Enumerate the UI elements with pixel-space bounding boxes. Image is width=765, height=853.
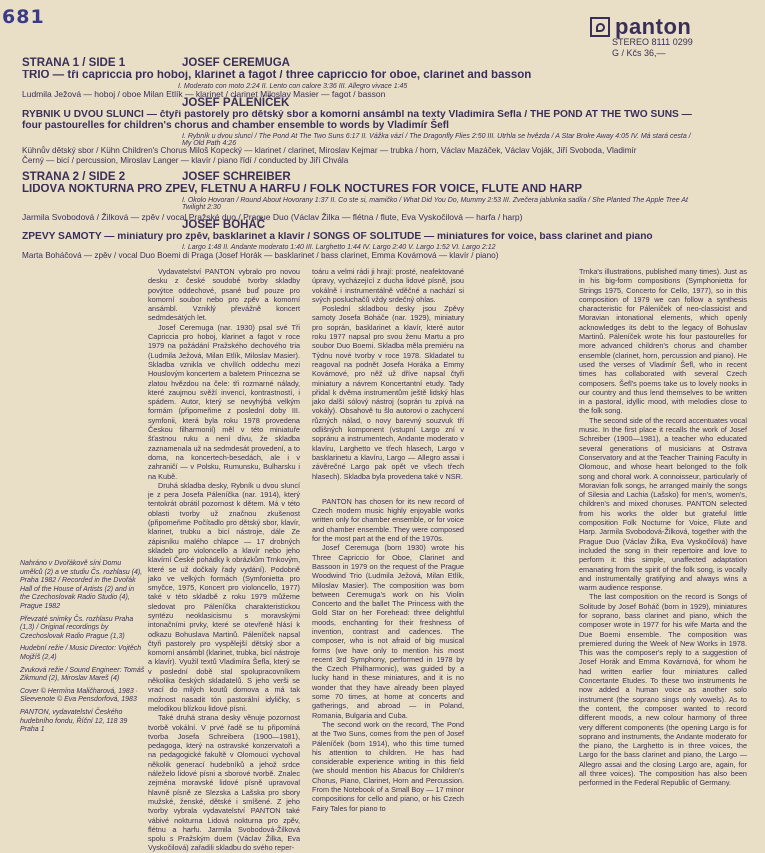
side1-work2b: four pastourelles for children's chorus and chamber ensemble to words by Vladimír Šefl: [22, 120, 450, 131]
side1-work1: TRIO — tři capriccia pro hoboj, klarinet a fagot / three capriccio for oboe, clarinet and basson: [22, 70, 532, 80]
price: G / Kčs 36,—: [612, 48, 666, 58]
side2-composer1: JOSEF SCHREIBER: [182, 171, 291, 183]
side1-composer1: JOSEF CEREMUGA: [182, 57, 290, 69]
english-notes-column: [579, 267, 747, 788]
side2-movements1a: I. Okolo Hovoran / Round About Hovorany 1:37 II. Co ste si, mamičko / What Did You Do, Mummy 2:53 III. Zvečera jablunka sadila / She Planted The Apple Tree At: [182, 197, 688, 204]
side1-performers2a: Kühnův dětský sbor / Kühn Children's Chorus Miloš Kopecký — klarinet / clarinet, Miroslav Kejmar — trubka / horn, Václav Mazáček, Václav Voják, Jiří Svoboda, Vladimír: [22, 146, 637, 155]
side1-composer2: JOSEF PÁLENÍČEK: [182, 97, 290, 109]
mixed-notes-column: [312, 267, 464, 813]
english-paragraph: The last composition on the record is Songs of Solitude by Josef Boháč (born in 1929), miniatures for soprano, bass clarinet and piano, which the composer wrote in 1977 for his wife Marta and the Due Boemi ensemble. The composition was premiered during the Week of New Works in 1978. This was the composer's reply to a suggestion of Josef Horák and Emma Kovárnová, for whom he had written earlier four miniatures called Concertante Etudes. To these two instruments he now added a human voice as another solo instrument (the soprano sings only vowels). As to the content, the composer wanted to record different moods, a new colour harmony of three very different components (the opening Largo is for soprano and instruments, the Andante moderato for the piano, the Larghetto is in three voices, the Largo for the bass clarinet and piano, the Largo — Allegro assai and the closing Largo are, again, for all three voices). The composition has also been performed in the Federal Republic of Germany.: [579, 592, 747, 788]
side2-work2: ZPĚVY SAMOTY — miniatury pro zpěv, basklarinet a klavír / SONGS OF SOLITUDE — miniatures for voice, bass clarinet and piano: [22, 232, 653, 242]
side2-performers2a: Marta Boháčová — zpěv / vocal Duo Boemi di Praga (Josef Horák — basklarinet / bass clarinet, Emma Kovárnová — klavír / piano): [22, 251, 499, 260]
czech-paragraph: Vydavatelství PANTON vybralo pro novou desku z české soudobé tvorby skladby povýtce oddechové, psané buď pouze pro komorní soubor nebo pro zpěv a komorní ansámbl. Vzniklý převážně koncert sedmdesátých let.: [148, 267, 300, 323]
side2-label: STRANA 2 / SIDE 2: [22, 171, 126, 183]
czech-paragraph: Josef Ceremuga (nar. 1930) psal své Tři Capriccia pro hoboj, klarinet a fagot v roce 1979 na požádání Pražského dechového tria (Ludmila Ježová, Milan Etlík, Miloslav Masier). Skladba vznikla ve chvílích oddechu mezi Houslovým koncertem a baletem Princezna se zlatou hvězdou na čele: tři rozmarné náladу, které zaujmou svěží invencí, kontrastností, i spádem. Autor, který se nevyhýbá velkým formám (připomeňme z poslední doby III. symfonii, která byla roku 1978 provedena Českou filharmonií) měl v této miniatuře šťastnou ruku a není divu, že skladba zaznamenala už na sedmdesát provedení, a to doma, na koncertech-besedách, ale i v zahraničí — v Polsku, Rumunsku, Bulharsku i na Kubě.: [148, 322, 300, 481]
english-paragraph: The second work on the record, The Pond at the Two Suns, comes from the pen of Josef Páleníček (born 1914), who this time turned his attention to children. He has had considerable experience writing in this field (we should mention his Abacus for Children's Chorus, Piano, Clarinet, Horn and Percussion. From the Notebook of a Small Boy — 17 minor compositions for cello and piano, or his Czech Fairy Tales for piano to: [312, 719, 464, 813]
side1-work2a: RYBNÍK U DVOU SLUNCÍ — čtyři pastorely pro dětský sbor a komorní ansámbl na texty Vladimíra Šefla / THE POND AT THE TWO SUNS —: [22, 110, 692, 120]
publisher-note: PANTON, vydavatelství Českého hudebního fondu, Říční 12, 118 39 Praha 1: [20, 708, 128, 734]
brand-name: panton: [615, 14, 692, 39]
side2-performers1: Jarmila Svobodová / Žilková — zpěv / vocal Pražské duo / Prague Duo (Václav Žilka — flétna / flute, Eva Vyskočilová — harfa / harp): [22, 212, 523, 222]
side1-performers1: Ludmila Ježová — hoboj / oboe Milan Etlík — klarinet / clarinet Miloslav Masier — fagot / basson: [22, 89, 386, 99]
sound-engineer-note: Zvuková režie / Sound Engineer: Tomáš Zikmund (2), Miroslav Mareš (4): [20, 666, 145, 683]
taken-over-note: Převzaté snímky Čs. rozhlasu Praha (1,3) / Original recordings by Czechoslovak Radio Prague (1,3): [20, 615, 134, 640]
side1-movements2a: I. Rybník u dvou sluncí / The Pond At The Two Suns 6:17 II. Vážka vází / The Dragonfly Flies 2:50 III. Utrhla se hvězda / A Star Broke Away 4:05 IV. Má stará cesta /: [182, 133, 691, 140]
side1-label: STRANA 1 / SIDE 1: [22, 57, 126, 69]
side2-composer2: JOSEF BOHÁČ: [182, 219, 266, 231]
czech-paragraph: Druhá skladba desky, Rybník u dvou sluncí je z pera Josefa Páleníčka (nar. 1914), který tentokrát obrátil pozornost k dětem. Má v této oblasti tvorby už značnou zkušenost (připomeňme Počítadlo pro dětský sbor, klavír, klarinet, trubku a bicí nástroje, dále Ze zápisníku malého chlapce — 17 drobných skladeb pro violoncello a klavír nebo jeho klavírní České pohádky k obrázkům Trnkovým, které se už dočkaly řady vydání). Podobně jako ve velkých formách (Symfonietta pro smyčce, 1975, Koncert pro violoncello, 1977) také v této skladbě z roku 1979 můžeme sledovat pro Páleníčka charakteristickou syntézu neoklasicismu s moravskými intonačními prvky, které se otevřeně hlásí k odkazu Bohuslava Martinů. Páleníček napsal čtyři pastorely pro vyspělejší dětský sbor a komorní ansámbl (klarinet, trubka, bicí nástroje a klavír). Využil textů Vladimíra Šefla, který se v poslední době stal spolupracovníkem několika českých skladatelů. S jeho verši se vrací do milých koutů domova a má tak možnost nasadit tón pastorální idyličky, s melodikou blízkou lidové písni.: [148, 480, 300, 713]
english-paragraph: The second side of the record accentuates vocal music. In the first place it recalls the work of Josef Schreiber (1900—1981), a teacher who educated several generations of musicians at Ostrava Conservatory and at the Teacher Training Faculty in Olomouc, and whose heart belonged to the folk song and choral work. A connoisseur, particularly of Moravian folk songs, he arranged mainly the songs of Silesia and Lachia (Lašsko) for men's, women's, children's and mixed choruses. PANTON selected from his works the older but grateful little composition Folk Nocturne for Voice, Flute and Harp. Jarmila Svobodová-Žilková, together with the Prague Duo (Václav Žilka, Eva Vyskočilová) have included the song in their repertoire and love to perform it: this simple, unaffected adaptation emanating from the spirit of the folk song, is vocally and instrumentally gratifying and always wins a warm audience response.: [579, 415, 747, 593]
czech-paragraph: Poslední skladbou desky jsou Zpěvy samoty Josefa Boháče (nar. 1929), miniatury pro soprán, basklarinet a klavír, které autor roku 1977 napsal pro svou ženu Martu a pro soubor Duo Boemi. Skladba měla premiéru na Týdnu nové tvorby v roce 1978. Skladatel tu reagoval na podnět Josefa Horáka a Emmy Kovárnové, pro něž už dříve napsal čtyři miniatury a návrem Koncertantní etudy. Tady přidal k dvěma instrumentům ještě lidský hlas jako další sólový nástroj (soprán tu zpívá na vokály). Obsahově tu šlo autorovi o zachycení různých nálad, o novy barevný souzvuk tří odlišných komponent (vstupní Largo zní v sopránu a instrumentech, Andante moderato v klavíru, Larghetto ve třech hlasech, Largo v basklarinetu a klavíru, Largo — Allegro assai i závěrečné Largo pak opět ve všech třech hlasech). Skladba byla provedena také v NSR.: [312, 304, 464, 481]
side1-movements2b: My Old Path 4:26: [182, 140, 237, 147]
english-paragraph: Trnka's illustrations, published many times). Just as in his big-form compositions (Symphonietta for Strings 1975, Concerto for Cello, 1977), so in this composition of 1979 we can follow a synthesis characteristic for Páleníček of neo-classicist and Moravian intonational elements, which openly acknowledges its debt to the legacy of Bohuslav Martinů. Páleníček wrote his four pastourelles for more advanced children's chorus and chamber ensemble (clarinet, horn, percussion and piano). He used the verses of Vladimír Šefl, who in recent times has collaborated with several Czech composers. Šefl's poems take us to lovely nooks in our country and thus lend themselves to be written in a pastoral, idyllic mood, with melodies close to the folk song.: [579, 267, 747, 416]
handwritten-number: 681: [2, 6, 45, 28]
side1-performers2b: Černý — bicí / percussion, Miroslav Langer — klavír / piano řídí / conducted by Jiří Chvála: [22, 156, 349, 165]
production-notes: [20, 560, 145, 739]
side2-movements1b: Twilight 2:30: [182, 204, 221, 211]
catalog-number: STEREO 8111 0299: [612, 37, 693, 47]
czech-paragraph: Také druhá strana desky věnuje pozornost tvorbě vokální. V prvé řadě se tu připomíná tvorba Josefa Schreibera (1900—1981), pedagoga, který na ostravské konzervatoři a na pedagogické fakultě v Olomouci vychoval několik generací hudebníků a jehož srdce náleželo lidové písni a sborové tvorbě. Znalec zejména moravské lidové písně upravoval hlavně písně ze Slezska a Lašska pro sbory mužské, ženské, dětské i smíšené. Z jeho tvorby vybrala vydavatelství PANTON také vábivé nokturna Lidová nokturna pro zpěv, flétnu a harfu. Jarmila Svobodová-Žilková spolu s Pražským duem (Václav Žilka, Eva Vyskočilová) zařadili skladbu do svého reper-: [148, 713, 300, 853]
english-paragraph: Josef Ceremuga (born 1930) wrote his Three Capriccio for Oboe, Clarinet and Bassoon in 1979 on the request of the Prague Woodwind Trio (Ludmila Ježová, Milan Etlík, Miloslav Masier). The composition was born between Ceremuga's work on his Violin Concerto and the ballet The Princess with the Gold Star on her Forehead: three delightful moods, enchanting for their freshness of invention, contrast and cadences. The composer, who is not afraid of big musical forms (we have only to mention his most recent 3rd Symphony, performed in 1978 by the Czech Philharmonic), was guided by a lucky hand in these miniatures, and it is no wonder that they have already been played some 70 times, at home at concerts and gatherings, and abroad — in Poland, Romania, Bulgaria and Cuba.: [312, 543, 464, 720]
panton-logo-icon: [590, 17, 610, 37]
cover-note: Cover © Hermína Maličharová, 1983 · Sleevenote © Eva Pensdorfová, 1983: [20, 687, 138, 704]
music-director-note: Hudební režie / Music Director: Vojtěch Mojžíš (2,4): [20, 645, 142, 661]
catalog-info: [612, 37, 693, 59]
english-paragraph: PANTON has chosen for its new record of Czech modern music highly enjoyable works written only for chamber ensemble, or for voice and chamber ensemble. They were composed for the most part at the end of the 1970s.: [312, 496, 464, 544]
recorded-note: Nahráno v Dvořákově síni Domu umělců (2) a ve studiu Čs. rozhlasu (4), Praha 1982 / Recorded in the Dvořák Hall of the House of Artists (2) and in the Czechoslovak Radio Studio (4), Prague 1982: [20, 560, 143, 610]
czech-paragraph: toáru a velmi rádi ji hrají: prosté, neafektované úpravy, vycházející z ducha lidové písně, jsou vokálně i instrumentálně vděčné a nachází si svých posluchačů vždy srdečný ohlas.: [312, 267, 464, 304]
side2-movements2: I. Largo 1:48 II. Andante moderato 1:40 III. Larghetto 1:44 IV. Largo 2:40 V. Largo 1:52 VI. Largo 2:12: [182, 244, 496, 251]
czech-notes-column: [148, 267, 300, 853]
side2-work1: LIDOVÁ NOKTURNA PRO ZPĚV, FLÉTNU A HARFU / FOLK NOCTURES FOR VOICE, FLUTE AND HARP: [22, 184, 583, 194]
side1-movements1: I. Moderato con moto 2:24 II. Lento con calore 3:36 III. Allegro vivace 1:45: [178, 83, 408, 90]
